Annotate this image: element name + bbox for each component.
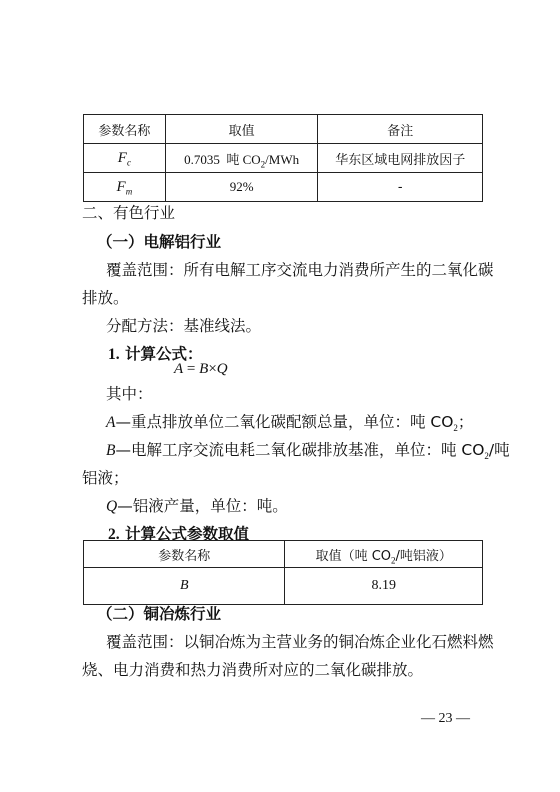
def-tail: /吨 <box>488 441 510 459</box>
table-header-cell: 参数名称 <box>84 115 166 144</box>
param-subscript: c <box>126 157 131 168</box>
param-symbol: F <box>117 149 127 166</box>
def-subscript: 2 <box>453 423 458 434</box>
table-header-cell: 取值 <box>165 115 318 144</box>
def-subscript: 2 <box>484 451 489 462</box>
param-symbol: F <box>116 178 126 195</box>
table-row <box>84 568 483 605</box>
def-symbol: A <box>106 414 116 431</box>
calc-formula-heading <box>108 345 518 364</box>
method-text: 分配方法：基准线法。 <box>106 317 262 335</box>
note-cell: - <box>318 173 483 202</box>
param-cell <box>84 173 166 202</box>
formula-eq: = <box>183 361 200 377</box>
table-header-cell: 备注 <box>318 115 483 144</box>
def-symbol: B <box>106 442 116 459</box>
section-heading: 二、有色行业 <box>82 204 176 222</box>
definition-q <box>106 497 516 516</box>
table-header-row <box>84 541 483 568</box>
table-emission-factors <box>83 114 483 202</box>
definition-b <box>106 441 516 460</box>
heading-text: 计算公式： <box>125 345 203 363</box>
value-cell <box>165 144 318 173</box>
value-subscript: 2 <box>260 159 266 170</box>
coverage-text: 覆盖范围：所有电解工序交流电力消费所产生的二氧化碳 <box>106 261 494 279</box>
heading-number: 2. <box>108 526 120 543</box>
header-value-a: 取值（吨 CO <box>315 548 392 564</box>
table-benchmark <box>83 540 483 605</box>
param-cell <box>84 144 166 173</box>
definition-b-cont: 铝液； <box>82 469 129 487</box>
formula-q: Q <box>216 361 228 377</box>
heading-text: 计算公式参数取值 <box>125 525 250 543</box>
formula <box>174 361 228 378</box>
coverage-text-cont: 排放。 <box>82 289 129 307</box>
subsection-heading: （一）电解铝行业 <box>97 233 222 251</box>
table-header-cell <box>285 541 483 568</box>
header-value-b: /吨铝液） <box>395 548 452 564</box>
heading-number: 1. <box>108 346 120 363</box>
note-cell: 华东区域电网排放因子 <box>318 144 483 173</box>
def-symbol: Q <box>106 498 118 515</box>
value-number: 0.7035 <box>184 151 220 167</box>
header-value-subscript: 2 <box>391 555 396 566</box>
value-unit-tail: /MWh <box>265 151 300 167</box>
formula-times: × <box>208 361 217 377</box>
value-unit: 吨 CO <box>226 151 261 167</box>
param-cell: B <box>84 568 285 605</box>
definition-a <box>106 413 516 432</box>
value-cell: 8.19 <box>285 568 483 605</box>
subsection-heading: （二）铜冶炼行业 <box>97 605 222 623</box>
table-row <box>84 173 483 202</box>
table-header-row <box>84 115 483 144</box>
param-subscript: m <box>125 186 133 197</box>
coverage-text: 覆盖范围：以铜冶炼为主营业务的铜冶炼企业化石燃料燃 <box>106 633 494 651</box>
def-text: —铝液产量，单位：吨。 <box>117 497 288 515</box>
where-text: 其中： <box>106 385 153 403</box>
def-text: —电解工序交流电耗二氧化碳排放基准，单位：吨 CO <box>115 441 485 459</box>
formula-b: B <box>199 361 209 377</box>
def-tail: ； <box>457 413 474 431</box>
coverage-text-cont: 烧、电力消费和热力消费所对应的二氧化碳排放。 <box>82 661 424 679</box>
formula-a: A <box>174 361 184 377</box>
value-cell: 92% <box>165 173 318 202</box>
def-text: —重点排放单位二氧化碳配额总量，单位：吨 CO <box>115 413 454 431</box>
table-row <box>84 144 483 173</box>
page-number: — 23 — <box>421 711 470 726</box>
table-header-cell: 参数名称 <box>84 541 285 568</box>
